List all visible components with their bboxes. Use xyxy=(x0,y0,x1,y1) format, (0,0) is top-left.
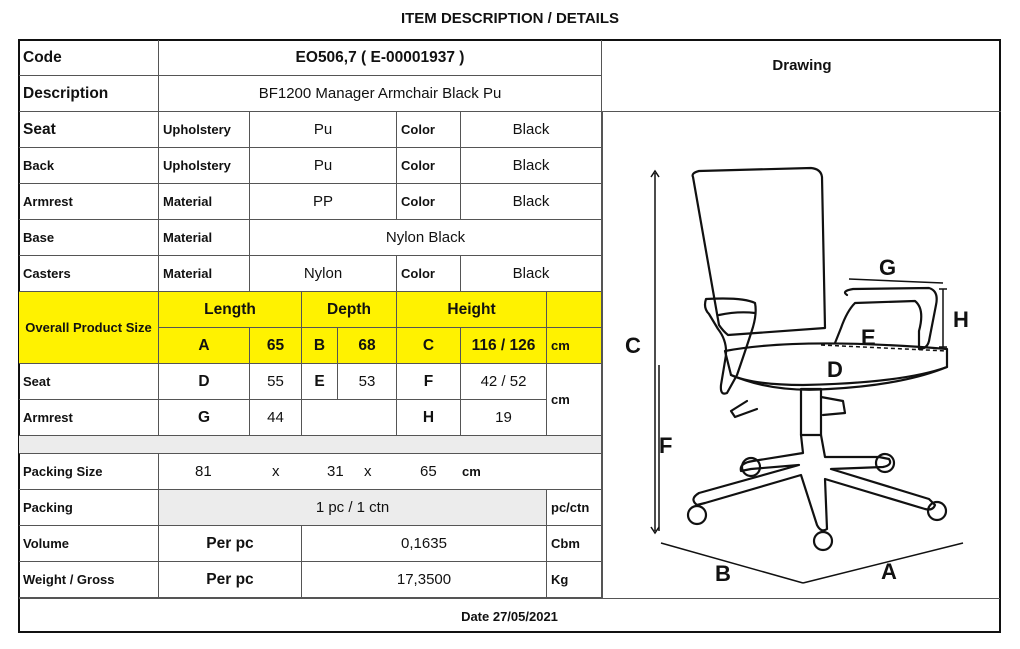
part-base-value: Nylon Black xyxy=(250,220,602,256)
part-seat-color: Black xyxy=(461,112,602,148)
height-header: Height xyxy=(397,292,547,328)
dim-e-letter: E xyxy=(302,364,338,400)
overall-unit-spacer xyxy=(547,292,602,328)
overall-unit: cm xyxy=(547,328,602,364)
part-casters-attr: Material xyxy=(159,256,250,292)
dim-e-value: 53 xyxy=(338,364,397,400)
dim-line-c xyxy=(651,171,659,533)
armrest-dims-label: Armrest xyxy=(19,400,159,436)
part-back-value: Pu xyxy=(250,148,397,184)
label-e: E xyxy=(861,325,876,350)
label-g: G xyxy=(879,255,897,280)
dim-g-letter: G xyxy=(159,400,250,436)
label-h: H xyxy=(953,307,969,332)
part-base-label: Base xyxy=(19,220,159,256)
label-b: B xyxy=(715,561,731,586)
chair-casters xyxy=(688,454,946,550)
weight-value: 17,3500 xyxy=(302,562,547,598)
dim-h-value: 19 xyxy=(461,400,547,436)
dim-line-b xyxy=(661,543,803,583)
dim-c-letter: C xyxy=(397,328,461,364)
weight-label: Weight / Gross xyxy=(19,562,159,598)
chair-base xyxy=(693,435,935,530)
drawing-header xyxy=(602,40,1001,112)
part-armrest-color-label: Color xyxy=(397,184,461,220)
packing-size-values xyxy=(159,454,602,490)
packing-x1: x xyxy=(272,463,280,480)
chair-backrest xyxy=(693,168,825,335)
dim-c-value: 116 / 126 xyxy=(461,328,547,364)
weight-unit: Kg xyxy=(547,562,602,598)
dim-line-h xyxy=(939,289,947,347)
dim-d-value: 55 xyxy=(250,364,302,400)
depth-header: Depth xyxy=(302,292,397,328)
part-armrest-value: PP xyxy=(250,184,397,220)
part-back-label: Back xyxy=(19,148,159,184)
label-f: F xyxy=(659,433,673,458)
chair-gas-lift xyxy=(801,389,821,435)
dim-g-value: 44 xyxy=(250,400,302,436)
chair-right-armrest xyxy=(835,288,937,349)
dim-a-letter: A xyxy=(159,328,250,364)
packing-width: 31 xyxy=(327,463,344,480)
length-header: Length xyxy=(159,292,302,328)
part-seat-color-label: Color xyxy=(397,112,461,148)
packing-x2: x xyxy=(364,463,372,480)
packing-label: Packing xyxy=(19,490,159,526)
dim-b-value: 68 xyxy=(338,328,397,364)
part-casters-color: Black xyxy=(461,256,602,292)
dim-b-letter: B xyxy=(302,328,338,364)
part-armrest-color: Black xyxy=(461,184,602,220)
label-a: A xyxy=(881,559,897,584)
part-seat-attr: Upholstery xyxy=(159,112,250,148)
part-back-attr: Upholstery xyxy=(159,148,250,184)
volume-unit: Cbm xyxy=(547,526,602,562)
label-c: C xyxy=(625,333,641,358)
spacer-row xyxy=(19,436,602,454)
packing-value: 1 pc / 1 ctn xyxy=(159,490,547,526)
part-base-attr: Material xyxy=(159,220,250,256)
packing-length: 81 xyxy=(195,463,212,480)
volume-label: Volume xyxy=(19,526,159,562)
seat-dims-label: Seat xyxy=(19,364,159,400)
part-casters-label: Casters xyxy=(19,256,159,292)
packing-unit: pc/ctn xyxy=(547,490,602,526)
overall-size-label: Overall Product Size xyxy=(19,292,159,364)
footer-date: Date 27/05/2021 xyxy=(19,598,1000,633)
packing-height: 65 xyxy=(420,463,437,480)
packing-size-unit: cm xyxy=(462,464,481,479)
code-value: EO506,7 ( E-00001937 ) xyxy=(159,40,602,76)
description-value: BF1200 Manager Armchair Black Pu xyxy=(159,76,602,112)
part-back-color-label: Color xyxy=(397,148,461,184)
part-armrest-label: Armrest xyxy=(19,184,159,220)
drawing-title: Drawing xyxy=(772,57,832,74)
dim-h-letter: H xyxy=(397,400,461,436)
part-casters-color-label: Color xyxy=(397,256,461,292)
volume-per: Per pc xyxy=(159,526,302,562)
dim-d-letter: D xyxy=(159,364,250,400)
dim-f-value: 42 / 52 xyxy=(461,364,547,400)
label-d: D xyxy=(827,357,843,382)
description-label: Description xyxy=(19,76,159,112)
code-label: Code xyxy=(19,40,159,76)
armrest-empty-cell xyxy=(302,400,397,436)
part-seat-value: Pu xyxy=(250,112,397,148)
dim-f-letter: F xyxy=(397,364,461,400)
weight-per: Per pc xyxy=(159,562,302,598)
packing-size-label: Packing Size xyxy=(19,454,159,490)
dims-unit: cm xyxy=(547,364,602,436)
part-back-color: Black xyxy=(461,148,602,184)
chair-drawing xyxy=(603,113,1001,598)
page-title: ITEM DESCRIPTION / DETAILS xyxy=(400,10,620,27)
part-seat-label: Seat xyxy=(19,112,159,148)
volume-value: 0,1635 xyxy=(302,526,547,562)
dim-a-value: 65 xyxy=(250,328,302,364)
part-casters-value: Nylon xyxy=(250,256,397,292)
part-armrest-attr: Material xyxy=(159,184,250,220)
